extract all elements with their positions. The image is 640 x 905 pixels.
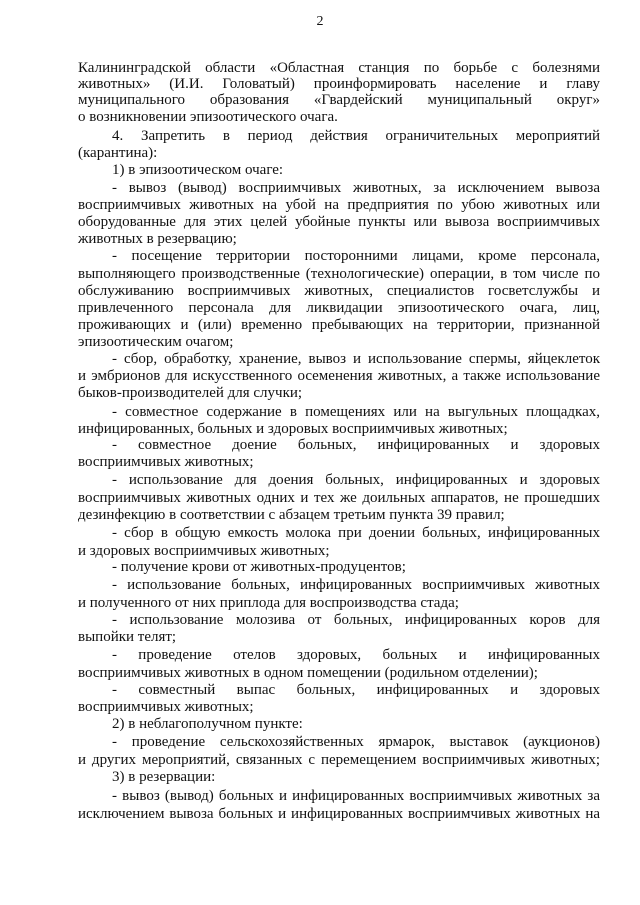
- text-line: - проведение отелов здоровых, больных и инфицированных: [112, 647, 600, 663]
- text-line: муниципального образования «Гвардейский муниципальный округ»: [78, 92, 600, 108]
- text-line: - совместный выпас больных, инфицированных и здоровых: [112, 682, 600, 698]
- text-line: 3) в резервации:: [112, 769, 216, 785]
- text-line: восприимчивых животных;: [78, 454, 254, 470]
- text-line: и других мероприятий, связанных с перемещением восприимчивых животных;: [78, 752, 600, 768]
- text-line: - получение крови от животных-продуцентов;: [112, 559, 406, 575]
- text-line: - вывоз (вывод) больных и инфицированных восприимчивых животных за: [112, 788, 600, 804]
- text-line: восприимчивых животных в одном помещении (родильном отделении);: [78, 665, 538, 681]
- text-line: эпизоотическим очагом;: [78, 334, 234, 350]
- text-line: привлеченного персонала для ликвидации эпизоотического очага, лиц,: [78, 300, 600, 316]
- text-line: инфицированных, больных и здоровых восприимчивых животных;: [78, 421, 508, 437]
- text-line: выпойки телят;: [78, 629, 177, 645]
- text-line: проживающих и (или) временно пребывающих на территории, признанной: [78, 317, 600, 333]
- text-line: оборудованные для этих целей убойные пункты или вывоза восприимчивых: [78, 214, 600, 230]
- text-line: - совместное содержание в помещениях или на выгульных площадках,: [112, 404, 600, 420]
- text-line: - использование для доения больных, инфицированных и здоровых: [112, 472, 600, 488]
- text-line: дезинфекцию в соответствии с абзацем третьим пункта 39 правил;: [78, 507, 505, 523]
- text-line: - совместное доение больных, инфицированных и здоровых: [112, 437, 600, 453]
- text-line: 4. Запретить в период действия ограничительных мероприятий: [112, 128, 600, 144]
- text-line: быков-производителей для случки;: [78, 385, 303, 401]
- text-line: (карантина):: [78, 145, 158, 161]
- text-line: животных в резервацию;: [78, 231, 237, 247]
- text-line: восприимчивых животных одних и тех же доильных аппаратов, не прошедших: [78, 490, 600, 506]
- text-line: - вывоз (вывод) восприимчивых животных, за исключением вывоза: [112, 180, 600, 196]
- text-line: - проведение сельскохозяйственных ярмарок, выставок (аукционов): [112, 734, 600, 750]
- text-line: о возникновении эпизоотического очага.: [78, 109, 338, 125]
- text-line: и здоровых восприимчивых животных;: [78, 543, 330, 559]
- text-line: - посещение территории посторонними лицами, кроме персонала,: [112, 248, 600, 264]
- text-line: выполняющего производственные (технологические) операции, в том числе по: [78, 266, 600, 282]
- text-line: обслуживанию восприимчивых животных, специалистов госветслужбы и: [78, 283, 600, 299]
- text-line: и полученного от них приплода для воспроизводства стада;: [78, 595, 459, 611]
- text-line: - сбор, обработку, хранение, вывоз и использование спермы, яйцеклеток: [112, 351, 600, 367]
- text-line: 2) в неблагополучном пункте:: [112, 716, 303, 732]
- text-line: - сбор в общую емкость молока при доении больных, инфицированных: [112, 525, 600, 541]
- text-line: 1) в эпизоотическом очаге:: [112, 162, 284, 178]
- text-line: - использование больных, инфицированных восприимчивых животных: [112, 577, 600, 593]
- text-line: животных» (И.И. Головатый) проинформировать население и главу: [78, 76, 600, 92]
- text-line: восприимчивых животных на убой на предприятия по убою животных или: [78, 197, 600, 213]
- text-line: восприимчивых животных;: [78, 699, 254, 715]
- text-line: - использование молозива от больных, инфицированных коров для: [112, 612, 600, 628]
- text-line: Калининградской области «Областная станция по борьбе с болезнями: [78, 60, 600, 76]
- text-line: исключением вывоза больных и инфицированных восприимчивых животных на: [78, 806, 600, 822]
- page-number: 2: [316, 14, 324, 29]
- text-line: и эмбрионов для искусственного осеменения животных, а также использование: [78, 368, 600, 384]
